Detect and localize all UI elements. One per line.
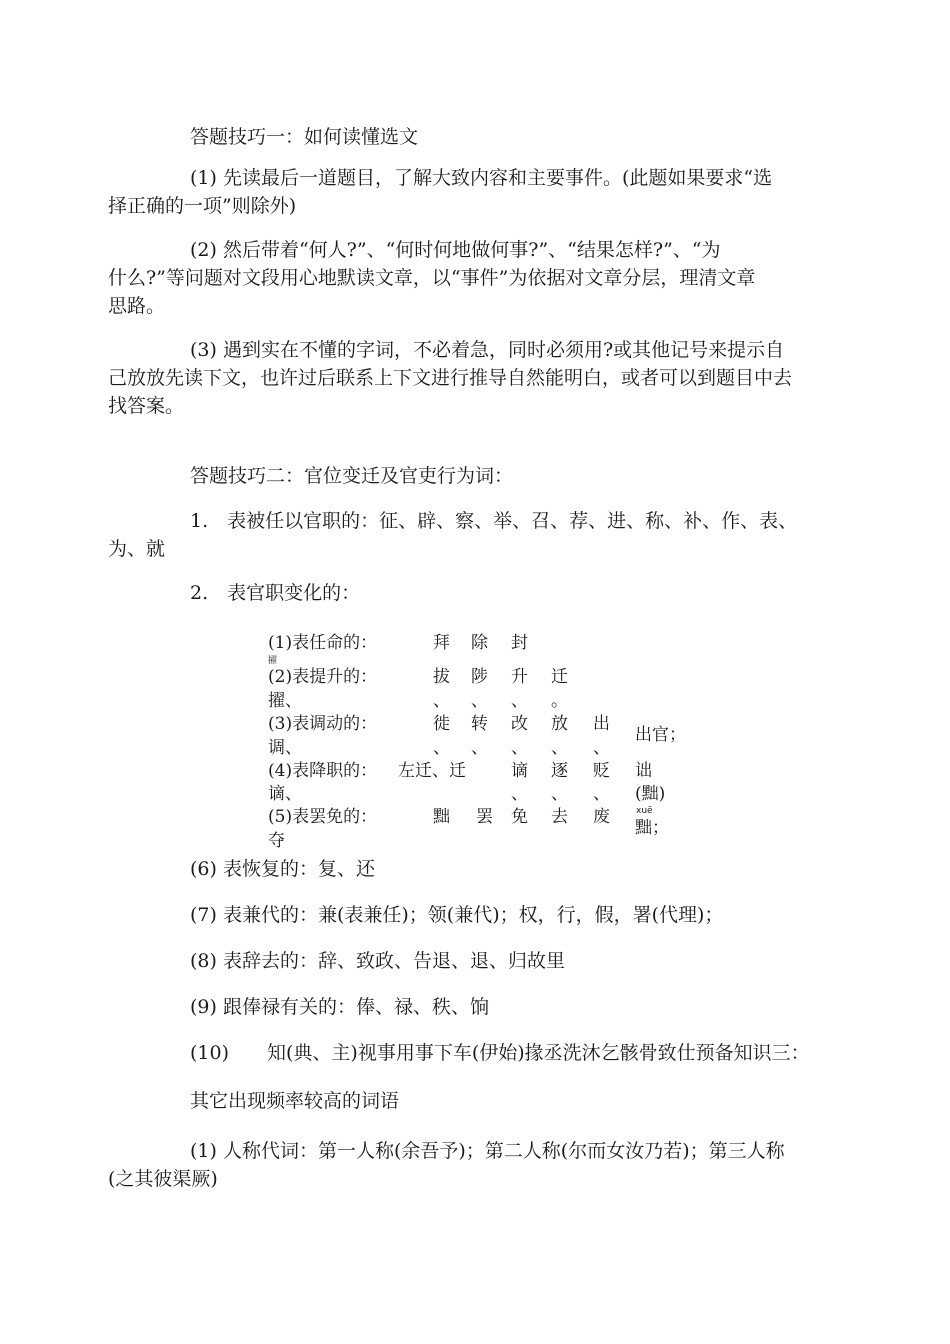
row-4-term-3: 谪 bbox=[511, 761, 528, 781]
row-4-term-5: 贬 bbox=[593, 761, 610, 781]
row-4-sub-4: 、 bbox=[551, 784, 568, 804]
paragraph-2-line-3: 思路。 bbox=[108, 295, 166, 317]
row-4-label: (4)表降职的： bbox=[268, 761, 378, 781]
paragraph-3-line-3: 找答案。 bbox=[108, 395, 185, 417]
row-2-term-1: 拔 bbox=[433, 667, 450, 687]
row-3-side-term: 出官； bbox=[635, 725, 686, 745]
item-1-line-2: 为、就 bbox=[108, 538, 166, 560]
item-12-line-2: (之其彼渠厥) bbox=[108, 1168, 218, 1190]
paragraph-3-line-1: (3) 遇到实在不懂的字词，不必着急，同时必须用?或其他记号来提示自 bbox=[190, 339, 785, 361]
row-3-term-1: 徙 bbox=[433, 714, 450, 734]
paragraph-1-line-2: 择正确的一项”则除外) bbox=[108, 195, 297, 217]
row-3-sub-0: 调、 bbox=[268, 738, 302, 758]
row-4-sub-0: 谪、 bbox=[268, 784, 302, 804]
row-4-term-6: 诎 bbox=[635, 761, 652, 781]
row-3-term-3: 改 bbox=[511, 714, 528, 734]
row-5-term-6: 黜； bbox=[635, 818, 669, 838]
row-3-sub-4: 、 bbox=[551, 738, 568, 758]
row-2-sub-0: 擢、 bbox=[268, 691, 302, 711]
row-1-term-3: 封 bbox=[511, 633, 528, 653]
row-2-sub-2: 、 bbox=[471, 691, 488, 711]
paragraph-2-line-2: 什么?”等问题对文段用心地默读文章，以“事件”为依据对文章分层，理清文章 bbox=[108, 267, 756, 289]
row-4-term-4: 逐 bbox=[551, 761, 568, 781]
row-3-term-5: 出 bbox=[593, 714, 610, 734]
item-11: 其它出现频率较高的词语 bbox=[190, 1090, 400, 1112]
row-3-term-2: 转 bbox=[471, 714, 488, 734]
row-5-term-3: 免 bbox=[511, 807, 528, 827]
row-5-pinyin: xuē bbox=[636, 806, 653, 816]
row-2-sub-4: 。 bbox=[551, 691, 568, 711]
row-3-term-4: 放 bbox=[551, 714, 568, 734]
item-1-line-1: 1. 表被任以官职的：征、辟、察、举、召、荐、进、称、补、作、表、 bbox=[190, 510, 798, 532]
paragraph-3-line-2: 己放放先读下文，也许过后联系上下文进行推导自然能明白，或者可以到题目中去 bbox=[108, 367, 793, 389]
item-6: (6) 表恢复的：复、还 bbox=[190, 858, 375, 880]
row-2-term-4: 迁 bbox=[551, 667, 568, 687]
item-7: (7) 表兼代的：兼(表兼任)；领(兼代)；权，行，假，署(代理)； bbox=[190, 904, 724, 926]
row-1-term-2: 除 bbox=[471, 633, 488, 653]
heading-tip-two: 答题技巧二：官位变迁及官吏行为词： bbox=[190, 465, 514, 487]
item-10: (10) 知(典、主)视事用事下车(伊始)掾丞洗沐乞骸骨致仕预备知识三： bbox=[190, 1042, 810, 1064]
row-5-cut-glyph: 夺 bbox=[268, 831, 285, 851]
row-3-sub-2: 、 bbox=[471, 738, 488, 758]
heading-tip-one: 答题技巧一：如何读懂选文 bbox=[190, 126, 419, 148]
row-1-label: (1)表任命的： bbox=[268, 633, 378, 653]
item-2: 2. 表官职变化的： bbox=[190, 582, 361, 604]
paragraph-2-line-1: (2) 然后带着“何人?”、“何时何地做何事?”、“结果怎样?”、“为 bbox=[190, 239, 721, 261]
row-5-term-2: 罢 bbox=[476, 807, 493, 827]
row-2-sub-3: 、 bbox=[511, 691, 528, 711]
row-3-sub-3: 、 bbox=[511, 738, 528, 758]
row-2-term-2: 陟 bbox=[471, 667, 488, 687]
row-3-sub-5: 、 bbox=[593, 738, 610, 758]
item-8: (8) 表辞去的：辞、致政、告退、退、归故里 bbox=[190, 950, 565, 972]
row-2-term-3: 升 bbox=[511, 667, 528, 687]
row-5-term-4: 去 bbox=[551, 807, 568, 827]
row-4-sub-6: (黜) bbox=[635, 784, 666, 804]
row-1-cut-glyph: 擢 bbox=[268, 656, 278, 666]
row-3-label: (3)表调动的： bbox=[268, 714, 378, 734]
row-4-term-1: 左迁、迁 bbox=[398, 761, 466, 781]
row-2-label: (2)表提升的： bbox=[268, 667, 378, 687]
row-5-label: (5)表罢免的： bbox=[268, 807, 378, 827]
item-9: (9) 跟俸禄有关的：俸、禄、秩、饷 bbox=[190, 996, 489, 1018]
row-5-term-1: 黜 bbox=[433, 807, 450, 827]
paragraph-1-line-1: (1) 先读最后一道题目，了解大致内容和主要事件。(此题如果要求“选 bbox=[190, 167, 773, 189]
row-1-term-1: 拜 bbox=[433, 633, 450, 653]
row-4-sub-3: 、 bbox=[511, 784, 528, 804]
row-4-sub-5: 、 bbox=[593, 784, 610, 804]
row-3-sub-1: 、 bbox=[433, 738, 450, 758]
item-12-line-1: (1) 人称代词：第一人称(余吾予)；第二人称(尔而女汝乃若)；第三人称 bbox=[190, 1140, 785, 1162]
row-2-sub-1: 、 bbox=[433, 691, 450, 711]
row-5-term-5: 废 bbox=[593, 807, 610, 827]
